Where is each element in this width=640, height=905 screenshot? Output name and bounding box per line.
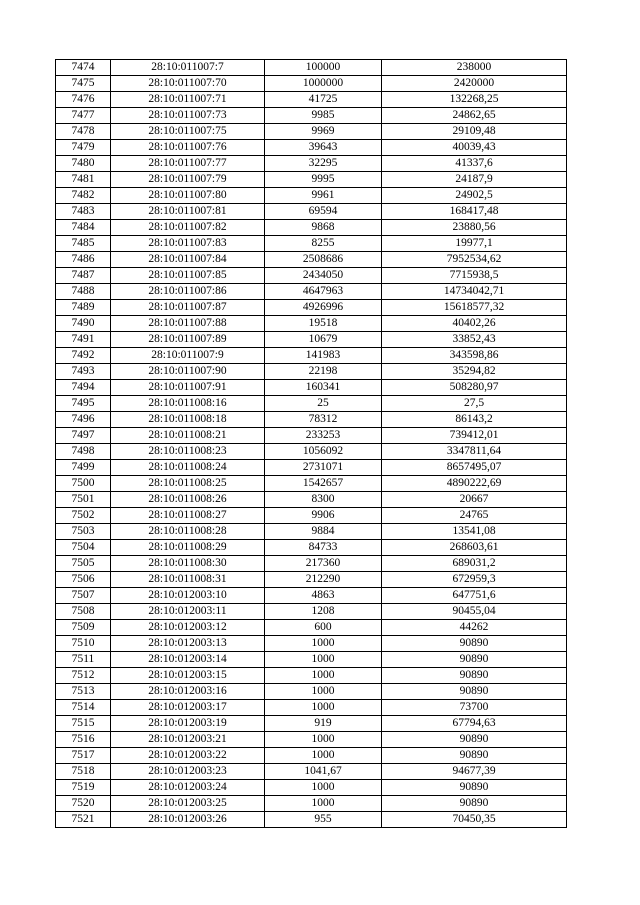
cadastral-value-cell: 90890 xyxy=(382,636,567,652)
cadastral-number-cell: 28:10:011007:77 xyxy=(111,156,265,172)
cadastral-value-cell: 7952534,62 xyxy=(382,252,567,268)
table-row xyxy=(56,220,567,236)
row-number-cell: 7495 xyxy=(56,396,111,412)
area-cell: 8300 xyxy=(265,492,382,508)
cadastral-value-cell: 19977,1 xyxy=(382,236,567,252)
row-number-cell: 7519 xyxy=(56,780,111,796)
area-cell: 4863 xyxy=(265,588,382,604)
cadastral-number-cell: 28:10:012003:17 xyxy=(111,700,265,716)
table-row xyxy=(56,268,567,284)
cadastral-number-cell: 28:10:011007:71 xyxy=(111,92,265,108)
table-row xyxy=(56,764,567,780)
cadastral-value-cell: 343598,86 xyxy=(382,348,567,364)
row-number-cell: 7508 xyxy=(56,604,111,620)
area-cell: 1000000 xyxy=(265,76,382,92)
cadastral-number-cell: 28:10:011007:87 xyxy=(111,300,265,316)
row-number-cell: 7513 xyxy=(56,684,111,700)
area-cell: 4926996 xyxy=(265,300,382,316)
cadastral-number-cell: 28:10:011007:73 xyxy=(111,108,265,124)
cadastral-number-cell: 28:10:012003:21 xyxy=(111,732,265,748)
cadastral-number-cell: 28:10:011008:18 xyxy=(111,412,265,428)
area-cell: 212290 xyxy=(265,572,382,588)
cadastral-value-cell: 41337,6 xyxy=(382,156,567,172)
cadastral-number-cell: 28:10:012003:26 xyxy=(111,812,265,828)
area-cell: 1000 xyxy=(265,700,382,716)
cadastral-value-cell: 8657495,07 xyxy=(382,460,567,476)
row-number-cell: 7512 xyxy=(56,668,111,684)
table-row xyxy=(56,332,567,348)
cadastral-value-cell: 90890 xyxy=(382,780,567,796)
cadastral-number-cell: 28:10:011007:76 xyxy=(111,140,265,156)
row-number-cell: 7474 xyxy=(56,60,111,76)
row-number-cell: 7515 xyxy=(56,716,111,732)
row-number-cell: 7503 xyxy=(56,524,111,540)
cadastral-value-cell: 35294,82 xyxy=(382,364,567,380)
cadastral-number-cell: 28:10:011007:81 xyxy=(111,204,265,220)
cadastral-value-cell: 90890 xyxy=(382,684,567,700)
cadastral-value-cell: 14734042,71 xyxy=(382,284,567,300)
cadastral-value-cell: 90890 xyxy=(382,668,567,684)
table-row xyxy=(56,524,567,540)
cadastral-value-cell: 90890 xyxy=(382,748,567,764)
area-cell: 41725 xyxy=(265,92,382,108)
row-number-cell: 7490 xyxy=(56,316,111,332)
area-cell: 1000 xyxy=(265,684,382,700)
table-row xyxy=(56,572,567,588)
table-row xyxy=(56,300,567,316)
cadastral-value-cell: 4890222,69 xyxy=(382,476,567,492)
row-number-cell: 7505 xyxy=(56,556,111,572)
table-row xyxy=(56,684,567,700)
cadastral-number-cell: 28:10:011008:31 xyxy=(111,572,265,588)
table-row xyxy=(56,812,567,828)
row-number-cell: 7517 xyxy=(56,748,111,764)
row-number-cell: 7514 xyxy=(56,700,111,716)
area-cell: 2731071 xyxy=(265,460,382,476)
cadastral-number-cell: 28:10:011007:90 xyxy=(111,364,265,380)
row-number-cell: 7484 xyxy=(56,220,111,236)
cadastral-number-cell: 28:10:011008:29 xyxy=(111,540,265,556)
row-number-cell: 7493 xyxy=(56,364,111,380)
cadastral-value-cell: 23880,56 xyxy=(382,220,567,236)
row-number-cell: 7491 xyxy=(56,332,111,348)
cadastral-value-cell: 94677,39 xyxy=(382,764,567,780)
table-row xyxy=(56,732,567,748)
cadastral-value-cell: 27,5 xyxy=(382,396,567,412)
row-number-cell: 7477 xyxy=(56,108,111,124)
row-number-cell: 7518 xyxy=(56,764,111,780)
area-cell: 1041,67 xyxy=(265,764,382,780)
row-number-cell: 7485 xyxy=(56,236,111,252)
cadastral-number-cell: 28:10:011007:83 xyxy=(111,236,265,252)
cadastral-value-cell: 70450,35 xyxy=(382,812,567,828)
cadastral-value-cell: 20667 xyxy=(382,492,567,508)
area-cell: 8255 xyxy=(265,236,382,252)
table-row xyxy=(56,492,567,508)
table-row xyxy=(56,284,567,300)
row-number-cell: 7500 xyxy=(56,476,111,492)
table-row xyxy=(56,252,567,268)
cadastral-value-cell: 40039,43 xyxy=(382,140,567,156)
cadastral-number-cell: 28:10:011008:27 xyxy=(111,508,265,524)
table-row xyxy=(56,636,567,652)
area-cell: 141983 xyxy=(265,348,382,364)
cadastral-value-cell: 44262 xyxy=(382,620,567,636)
cadastral-number-cell: 28:10:012003:19 xyxy=(111,716,265,732)
area-cell: 1000 xyxy=(265,636,382,652)
area-cell: 32295 xyxy=(265,156,382,172)
area-cell: 84733 xyxy=(265,540,382,556)
table-row xyxy=(56,348,567,364)
cadastral-value-cell: 86143,2 xyxy=(382,412,567,428)
cadastral-value-cell: 67794,63 xyxy=(382,716,567,732)
table-row xyxy=(56,364,567,380)
row-number-cell: 7481 xyxy=(56,172,111,188)
row-number-cell: 7498 xyxy=(56,444,111,460)
table-row xyxy=(56,700,567,716)
cadastral-value-cell: 24862,65 xyxy=(382,108,567,124)
cadastral-number-cell: 28:10:011007:70 xyxy=(111,76,265,92)
cadastral-value-cell: 90890 xyxy=(382,796,567,812)
area-cell: 9995 xyxy=(265,172,382,188)
cadastral-value-cell: 739412,01 xyxy=(382,428,567,444)
table-row xyxy=(56,172,567,188)
cadastral-number-cell: 28:10:011007:80 xyxy=(111,188,265,204)
area-cell: 1000 xyxy=(265,748,382,764)
cadastral-number-cell: 28:10:012003:10 xyxy=(111,588,265,604)
area-cell: 9884 xyxy=(265,524,382,540)
area-cell: 1000 xyxy=(265,780,382,796)
row-number-cell: 7488 xyxy=(56,284,111,300)
cadastral-number-cell: 28:10:011008:24 xyxy=(111,460,265,476)
table-row xyxy=(56,588,567,604)
cadastral-value-cell: 13541,08 xyxy=(382,524,567,540)
cadastral-number-cell: 28:10:011007:85 xyxy=(111,268,265,284)
row-number-cell: 7486 xyxy=(56,252,111,268)
table-row xyxy=(56,604,567,620)
table-row xyxy=(56,60,567,76)
row-number-cell: 7520 xyxy=(56,796,111,812)
area-cell: 39643 xyxy=(265,140,382,156)
area-cell: 1000 xyxy=(265,652,382,668)
cadastral-number-cell: 28:10:012003:12 xyxy=(111,620,265,636)
cadastral-value-cell: 90890 xyxy=(382,652,567,668)
table-row xyxy=(56,188,567,204)
cadastral-value-cell: 508280,97 xyxy=(382,380,567,396)
cadastral-number-cell: 28:10:012003:14 xyxy=(111,652,265,668)
table-row xyxy=(56,460,567,476)
area-cell: 78312 xyxy=(265,412,382,428)
cadastral-value-cell: 24765 xyxy=(382,508,567,524)
row-number-cell: 7492 xyxy=(56,348,111,364)
area-cell: 1000 xyxy=(265,668,382,684)
area-cell: 217360 xyxy=(265,556,382,572)
table-row xyxy=(56,76,567,92)
row-number-cell: 7501 xyxy=(56,492,111,508)
row-number-cell: 7475 xyxy=(56,76,111,92)
cadastral-value-cell: 29109,48 xyxy=(382,124,567,140)
row-number-cell: 7487 xyxy=(56,268,111,284)
table-row xyxy=(56,652,567,668)
row-number-cell: 7516 xyxy=(56,732,111,748)
row-number-cell: 7480 xyxy=(56,156,111,172)
area-cell: 9969 xyxy=(265,124,382,140)
cadastral-value-cell: 672959,3 xyxy=(382,572,567,588)
area-cell: 9961 xyxy=(265,188,382,204)
table-row xyxy=(56,156,567,172)
table-row xyxy=(56,140,567,156)
row-number-cell: 7489 xyxy=(56,300,111,316)
area-cell: 955 xyxy=(265,812,382,828)
cadastral-number-cell: 28:10:011007:86 xyxy=(111,284,265,300)
table-row xyxy=(56,556,567,572)
cadastral-value-cell: 238000 xyxy=(382,60,567,76)
table-row xyxy=(56,236,567,252)
cadastral-number-cell: 28:10:011007:88 xyxy=(111,316,265,332)
row-number-cell: 7479 xyxy=(56,140,111,156)
row-number-cell: 7511 xyxy=(56,652,111,668)
cadastral-value-cell: 689031,2 xyxy=(382,556,567,572)
table-row xyxy=(56,204,567,220)
cadastral-number-cell: 28:10:011007:89 xyxy=(111,332,265,348)
row-number-cell: 7494 xyxy=(56,380,111,396)
area-cell: 600 xyxy=(265,620,382,636)
cadastral-number-cell: 28:10:011007:7 xyxy=(111,60,265,76)
cadastral-value-cell: 33852,43 xyxy=(382,332,567,348)
cadastral-number-cell: 28:10:011007:84 xyxy=(111,252,265,268)
cadastral-number-cell: 28:10:012003:22 xyxy=(111,748,265,764)
cadastral-number-cell: 28:10:012003:11 xyxy=(111,604,265,620)
table-row xyxy=(56,92,567,108)
cadastral-number-cell: 28:10:011008:26 xyxy=(111,492,265,508)
table-row xyxy=(56,620,567,636)
cadastral-value-cell: 268603,61 xyxy=(382,540,567,556)
table-row xyxy=(56,796,567,812)
cadastral-value-cell: 168417,48 xyxy=(382,204,567,220)
table-row xyxy=(56,540,567,556)
cadastral-value-cell: 40402,26 xyxy=(382,316,567,332)
cadastral-number-cell: 28:10:011008:23 xyxy=(111,444,265,460)
area-cell: 9868 xyxy=(265,220,382,236)
area-cell: 69594 xyxy=(265,204,382,220)
row-number-cell: 7507 xyxy=(56,588,111,604)
cadastral-number-cell: 28:10:011007:91 xyxy=(111,380,265,396)
area-cell: 4647963 xyxy=(265,284,382,300)
table-row xyxy=(56,508,567,524)
table-row xyxy=(56,428,567,444)
cadastral-number-cell: 28:10:012003:13 xyxy=(111,636,265,652)
area-cell: 1000 xyxy=(265,796,382,812)
cadastral-value-cell: 3347811,64 xyxy=(382,444,567,460)
cadastral-number-cell: 28:10:012003:25 xyxy=(111,796,265,812)
cadastral-value-cell: 90890 xyxy=(382,732,567,748)
row-number-cell: 7506 xyxy=(56,572,111,588)
cadastral-number-cell: 28:10:011007:79 xyxy=(111,172,265,188)
cadastral-number-cell: 28:10:011008:30 xyxy=(111,556,265,572)
row-number-cell: 7478 xyxy=(56,124,111,140)
row-number-cell: 7502 xyxy=(56,508,111,524)
row-number-cell: 7504 xyxy=(56,540,111,556)
cadastral-number-cell: 28:10:011007:9 xyxy=(111,348,265,364)
cadastral-number-cell: 28:10:012003:24 xyxy=(111,780,265,796)
cadastral-value-cell: 73700 xyxy=(382,700,567,716)
area-cell: 2508686 xyxy=(265,252,382,268)
table-row xyxy=(56,476,567,492)
cadastral-value-cell: 15618577,32 xyxy=(382,300,567,316)
cadastral-value-cell: 24187,9 xyxy=(382,172,567,188)
cadastral-number-cell: 28:10:011007:75 xyxy=(111,124,265,140)
area-cell: 19518 xyxy=(265,316,382,332)
row-number-cell: 7483 xyxy=(56,204,111,220)
table-row xyxy=(56,108,567,124)
area-cell: 22198 xyxy=(265,364,382,380)
area-cell: 1542657 xyxy=(265,476,382,492)
table-row xyxy=(56,780,567,796)
area-cell: 919 xyxy=(265,716,382,732)
area-cell: 1056092 xyxy=(265,444,382,460)
row-number-cell: 7499 xyxy=(56,460,111,476)
area-cell: 233253 xyxy=(265,428,382,444)
cadastral-value-cell: 647751,6 xyxy=(382,588,567,604)
row-number-cell: 7497 xyxy=(56,428,111,444)
table-row xyxy=(56,380,567,396)
cadastral-number-cell: 28:10:012003:15 xyxy=(111,668,265,684)
row-number-cell: 7496 xyxy=(56,412,111,428)
cadastral-number-cell: 28:10:011008:28 xyxy=(111,524,265,540)
table-row xyxy=(56,124,567,140)
area-cell: 25 xyxy=(265,396,382,412)
cadastral-number-cell: 28:10:011008:16 xyxy=(111,396,265,412)
area-cell: 10679 xyxy=(265,332,382,348)
table-row xyxy=(56,716,567,732)
table-row xyxy=(56,396,567,412)
cadastral-number-cell: 28:10:012003:16 xyxy=(111,684,265,700)
table-body xyxy=(56,60,567,828)
area-cell: 160341 xyxy=(265,380,382,396)
cadastral-number-cell: 28:10:011007:82 xyxy=(111,220,265,236)
row-number-cell: 7510 xyxy=(56,636,111,652)
cadastral-value-cell: 2420000 xyxy=(382,76,567,92)
table-row xyxy=(56,444,567,460)
table-row xyxy=(56,412,567,428)
cadastral-number-cell: 28:10:011008:21 xyxy=(111,428,265,444)
cadastral-value-cell: 24902,5 xyxy=(382,188,567,204)
cadastral-number-cell: 28:10:011008:25 xyxy=(111,476,265,492)
table-row xyxy=(56,668,567,684)
area-cell: 9985 xyxy=(265,108,382,124)
row-number-cell: 7482 xyxy=(56,188,111,204)
cadastral-number-cell: 28:10:012003:23 xyxy=(111,764,265,780)
table-row xyxy=(56,316,567,332)
area-cell: 1000 xyxy=(265,732,382,748)
cadastral-value-cell: 90455,04 xyxy=(382,604,567,620)
table-row xyxy=(56,748,567,764)
area-cell: 9906 xyxy=(265,508,382,524)
area-cell: 100000 xyxy=(265,60,382,76)
row-number-cell: 7476 xyxy=(56,92,111,108)
area-cell: 1208 xyxy=(265,604,382,620)
area-cell: 2434050 xyxy=(265,268,382,284)
row-number-cell: 7521 xyxy=(56,812,111,828)
cadastral-value-table xyxy=(55,59,567,828)
row-number-cell: 7509 xyxy=(56,620,111,636)
cadastral-value-cell: 7715938,5 xyxy=(382,268,567,284)
cadastral-value-cell: 132268,25 xyxy=(382,92,567,108)
